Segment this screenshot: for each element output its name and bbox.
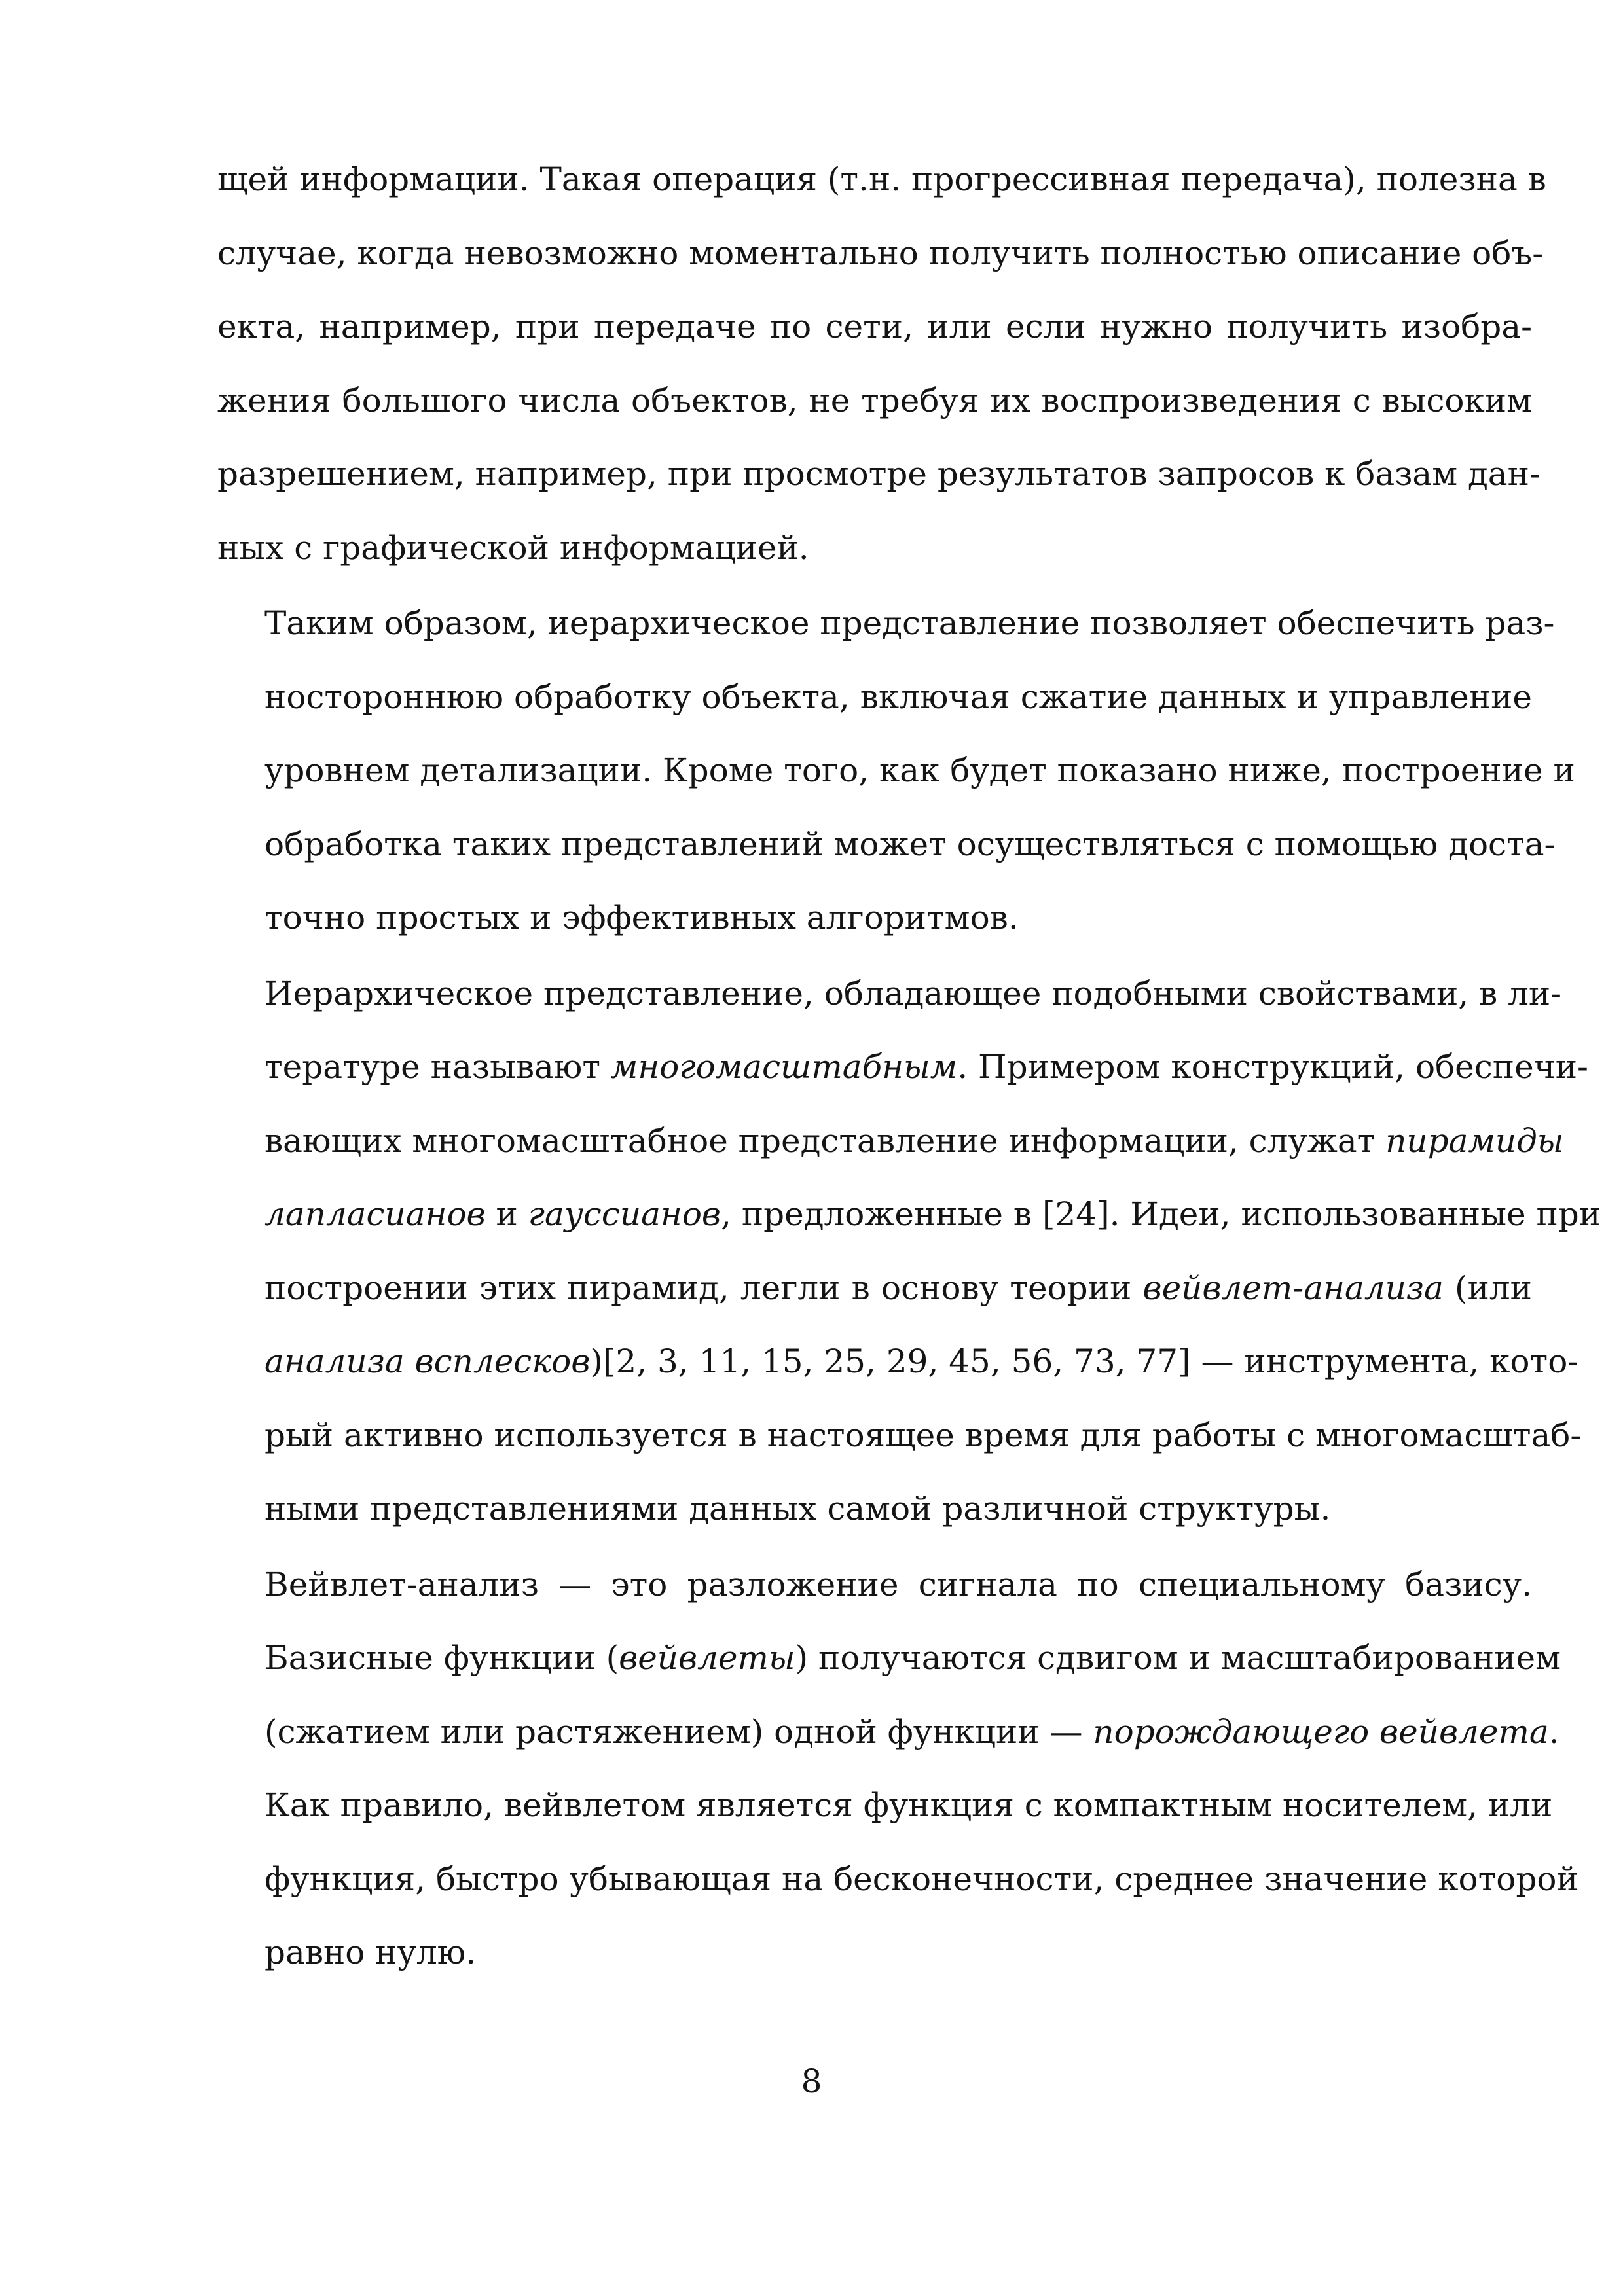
text-line bbox=[217, 1916, 1532, 1990]
text-line bbox=[217, 660, 1532, 734]
emphasized-term: вейвлет-анализа bbox=[1142, 1268, 1444, 1307]
text-line bbox=[217, 1104, 1564, 1178]
text-line bbox=[217, 1621, 1561, 1695]
text-run: построении этих пирамид, легли в основу теории bbox=[264, 1268, 1143, 1307]
text-run: обработка таких представлений может осуществляться с помощью доста- bbox=[264, 825, 1556, 863]
text-run: ) получаются сдвигом и масштабированием bbox=[795, 1639, 1561, 1677]
text-line bbox=[217, 143, 1546, 217]
text-run: вающих многомасштабное представление информации, служат bbox=[264, 1121, 1386, 1160]
text-line bbox=[217, 1399, 1582, 1473]
paragraph bbox=[217, 1548, 1578, 1990]
text-line bbox=[217, 1030, 1588, 1104]
paragraph bbox=[217, 586, 1575, 955]
text-run: точно простых и эффективных алгоритмов. bbox=[264, 899, 1019, 937]
emphasized-term: лапласианов bbox=[264, 1195, 486, 1233]
text-run: )[2, 3, 11, 15, 25, 29, 45, 56, 73, 77] — инструмента, кото- bbox=[590, 1342, 1579, 1380]
text-run: Базисные функции ( bbox=[264, 1639, 619, 1677]
text-run: тературе называют bbox=[264, 1048, 611, 1086]
emphasized-term: анализа всплесков bbox=[264, 1342, 591, 1380]
text-run: екта, например, при передаче по сети, или если нужно получить изобра- bbox=[217, 308, 1532, 346]
text-run: Иерархическое представление, обладающее подобными свойствами, в ли- bbox=[264, 974, 1562, 1013]
text-line bbox=[217, 957, 1562, 1031]
text-run: (сжатием или растяжением) одной функции — bbox=[264, 1712, 1093, 1751]
text-run: жения большого числа объектов, не требуя их воспроизведения с высоким bbox=[217, 381, 1532, 420]
page-body bbox=[217, 143, 1601, 1990]
text-line bbox=[217, 1695, 1559, 1769]
text-line bbox=[217, 1842, 1578, 1916]
text-line bbox=[217, 437, 1541, 511]
emphasized-term: порождающего вейвлета bbox=[1093, 1712, 1549, 1751]
emphasized-term: пирамиды bbox=[1385, 1121, 1564, 1160]
text-run: ных с графической информацией. bbox=[217, 528, 809, 567]
text-line bbox=[217, 586, 1555, 660]
text-run: случае, когда невозможно моментально получить полностью описание объ- bbox=[217, 234, 1544, 272]
text-run: Вейвлет-анализ — это разложение сигнала по специальному базису. bbox=[264, 1565, 1532, 1604]
text-run: Таким образом, иерархическое представление позволяет обеспечить раз- bbox=[264, 604, 1555, 642]
text-line bbox=[217, 1548, 1532, 1622]
emphasized-term: вейвлеты bbox=[619, 1639, 795, 1677]
emphasized-term: гауссианов bbox=[528, 1195, 721, 1233]
text-line bbox=[217, 1325, 1579, 1399]
text-run: . Примером конструкций, обеспечи- bbox=[957, 1048, 1588, 1086]
text-run: равно нулю. bbox=[264, 1933, 477, 1971]
paragraph bbox=[217, 957, 1601, 1546]
text-line bbox=[217, 290, 1532, 364]
text-run: уровнем детализации. Кроме того, как будет показано ниже, построение и bbox=[264, 751, 1575, 789]
text-run: ными представлениями данных самой различной структуры. bbox=[264, 1490, 1331, 1528]
text-line bbox=[217, 364, 1532, 438]
emphasized-term: многомасштабным bbox=[610, 1048, 958, 1086]
text-line bbox=[217, 511, 1532, 585]
text-line bbox=[217, 1768, 1553, 1842]
text-line bbox=[217, 734, 1575, 808]
text-line bbox=[217, 1472, 1532, 1546]
text-run: и bbox=[485, 1195, 528, 1233]
text-run: , предложенные в [24]. Идеи, использованные при bbox=[721, 1195, 1601, 1233]
text-run: . bbox=[1548, 1712, 1559, 1751]
text-line bbox=[217, 217, 1544, 291]
text-run: (или bbox=[1443, 1268, 1532, 1307]
paragraph bbox=[217, 143, 1546, 584]
text-run: щей информации. Такая операция (т.н. прогрессивная передача), полезна в bbox=[217, 160, 1546, 198]
page-number: 8 bbox=[801, 2062, 822, 2100]
text-run: рый активно используется в настоящее время для работы с многомасштаб- bbox=[264, 1416, 1582, 1454]
text-run: Как правило, вейвлетом является функция с компактным носителем, или bbox=[264, 1786, 1553, 1824]
text-line bbox=[217, 808, 1556, 882]
text-line bbox=[217, 1177, 1601, 1251]
text-line bbox=[217, 1251, 1532, 1325]
text-line bbox=[217, 881, 1532, 955]
text-run: ностороннюю обработку объекта, включая сжатие данных и управление bbox=[264, 677, 1532, 716]
text-run: разрешением, например, при просмотре результатов запросов к базам дан- bbox=[217, 455, 1541, 493]
text-run: функция, быстро убывающая на бесконечности, среднее значение которой bbox=[264, 1859, 1578, 1898]
